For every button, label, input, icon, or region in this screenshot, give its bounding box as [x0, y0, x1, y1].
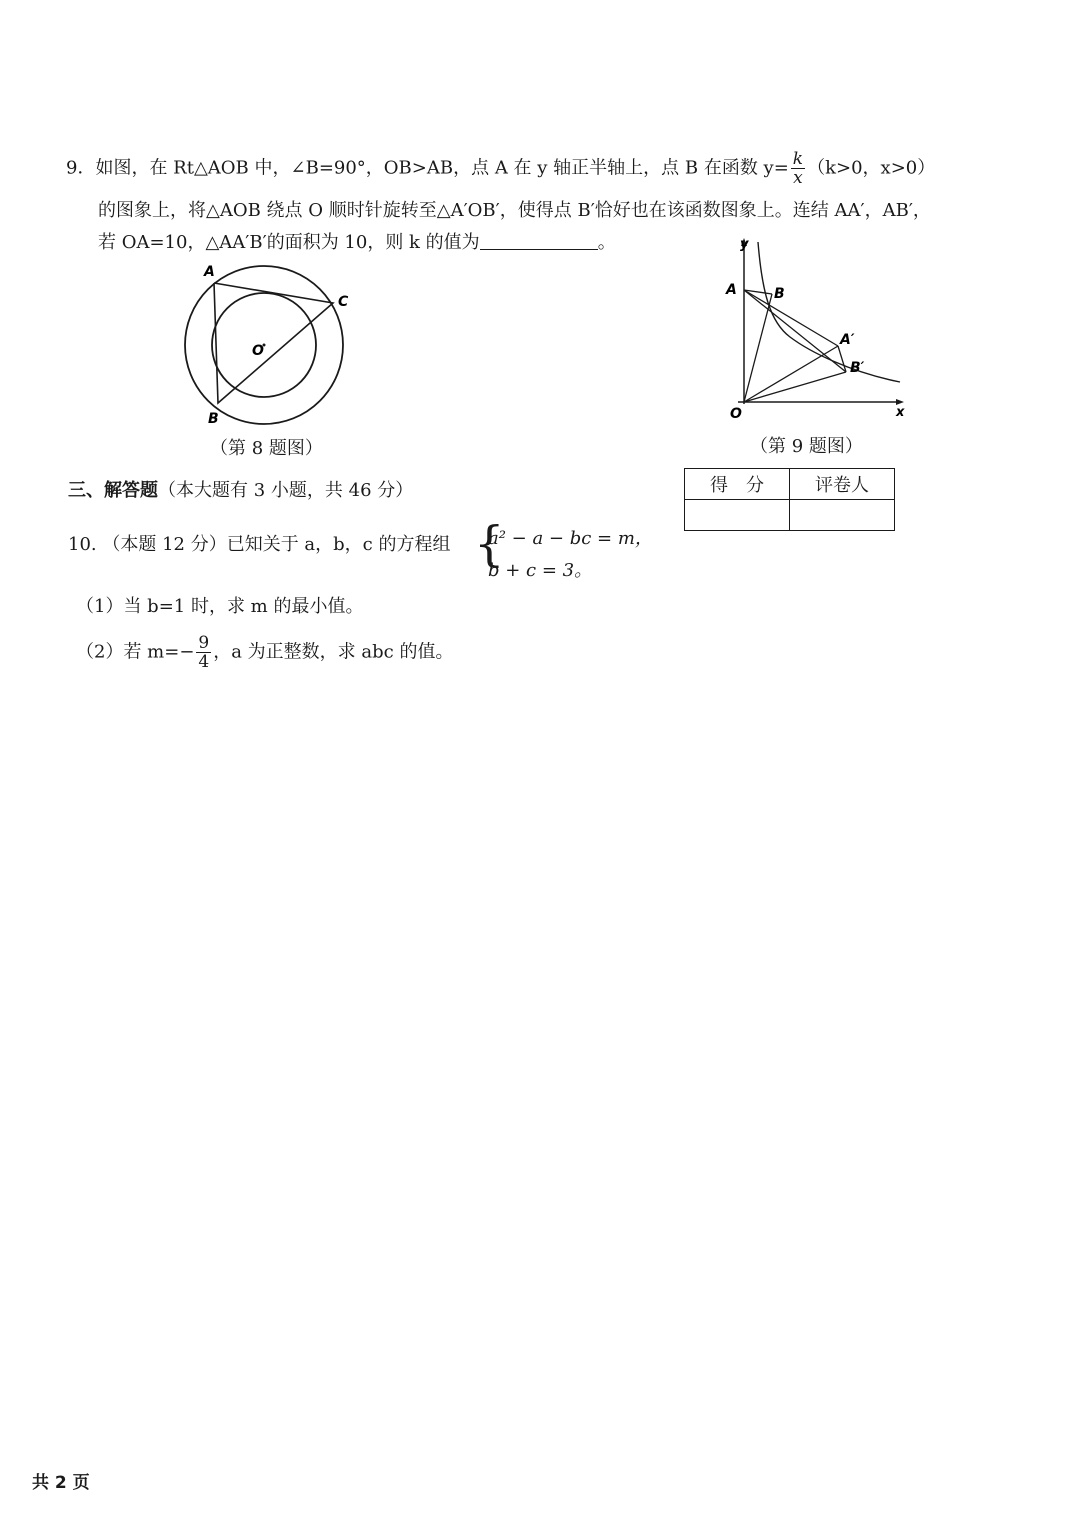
q10-intro: 10. （本题 12 分）已知关于 a，b，c 的方程组	[68, 534, 451, 555]
fig9-label-x: x	[896, 405, 905, 420]
q10-part-2b: ，a 为正整数，求 abc 的值。	[213, 641, 454, 663]
q10-brace: {	[474, 516, 505, 572]
q9-text-3a: 若 OA=10，△AA′B′的面积为 10，则 k 的值为	[98, 232, 480, 253]
q10-part-1: （1）当 b=1 时，求 m 的最小值。	[76, 596, 364, 617]
q10-frac-den: 4	[198, 652, 210, 672]
score-cell[interactable]	[685, 500, 790, 531]
fig9-label-A2: A′	[840, 332, 855, 348]
figure-8	[170, 258, 370, 433]
score-table	[684, 468, 895, 531]
score-table-row	[685, 500, 895, 531]
q10-fraction	[196, 634, 211, 671]
fig9-label-A: A	[726, 282, 737, 298]
fig9-segment-OB	[744, 294, 772, 402]
fig9-label-B: B	[774, 286, 785, 302]
fig9-label-O: O	[730, 406, 742, 422]
section-3-heading	[68, 476, 413, 502]
fig9-hyperbola	[758, 242, 900, 382]
q9-line-3	[98, 230, 616, 256]
q9-frac-num: k	[792, 149, 804, 169]
q10-part-2	[76, 634, 453, 671]
q9-text-1b: （k>0，x>0）	[807, 157, 936, 179]
q9-text-3b: 。	[597, 232, 616, 253]
answer-blank[interactable]	[480, 231, 598, 250]
q10-eq1: a² − a − bc = m，	[488, 528, 653, 549]
page-footer: 共 2 页	[32, 1473, 90, 1493]
fig8-caption: （第 8 题图）	[210, 438, 323, 459]
score-header-grader: 评卷人	[790, 469, 895, 500]
q10-frac-num: 9	[198, 633, 210, 653]
fig9-segment-OA2	[744, 346, 838, 402]
fig9-segment-AB2	[744, 290, 846, 372]
fig8-label-C: C	[338, 294, 349, 310]
q9-line-1	[66, 150, 935, 187]
score-header-score: 得 分	[685, 469, 790, 500]
q10-eq2: b + c = 3。	[488, 560, 593, 581]
q9-frac-den: x	[793, 168, 803, 188]
q9-text-1a: 9．如图，在 Rt△AOB 中，∠B=90°，OB>AB，点 A 在 y 轴正半轴上，点 B 在函数 y=	[66, 157, 789, 179]
fig9-label-B2: B′	[850, 360, 865, 376]
q9-fraction	[791, 150, 805, 187]
fig8-label-B: B	[208, 411, 219, 427]
fig8-label-O: O	[252, 343, 264, 359]
figure-9	[710, 232, 920, 427]
q9-line-2: 的图象上，将△AOB 绕点 O 顺时针旋转至△A′OB′，使得点 B′恰好也在该函数图象上。连结 AA′，AB′，	[98, 200, 931, 221]
q10-part-2a: （2）若 m=−	[76, 641, 195, 663]
section-3-note: （本大题有 3 小题，共 46 分）	[158, 480, 414, 501]
fig9-segment-OB2	[744, 372, 846, 402]
fig8-label-A: A	[204, 264, 215, 280]
fig9-caption: （第 9 题图）	[750, 436, 863, 457]
score-table-header	[685, 469, 895, 500]
grader-cell[interactable]	[790, 500, 895, 531]
fig9-label-y: y	[740, 237, 749, 252]
section-3-title: 三、解答题	[68, 480, 158, 501]
